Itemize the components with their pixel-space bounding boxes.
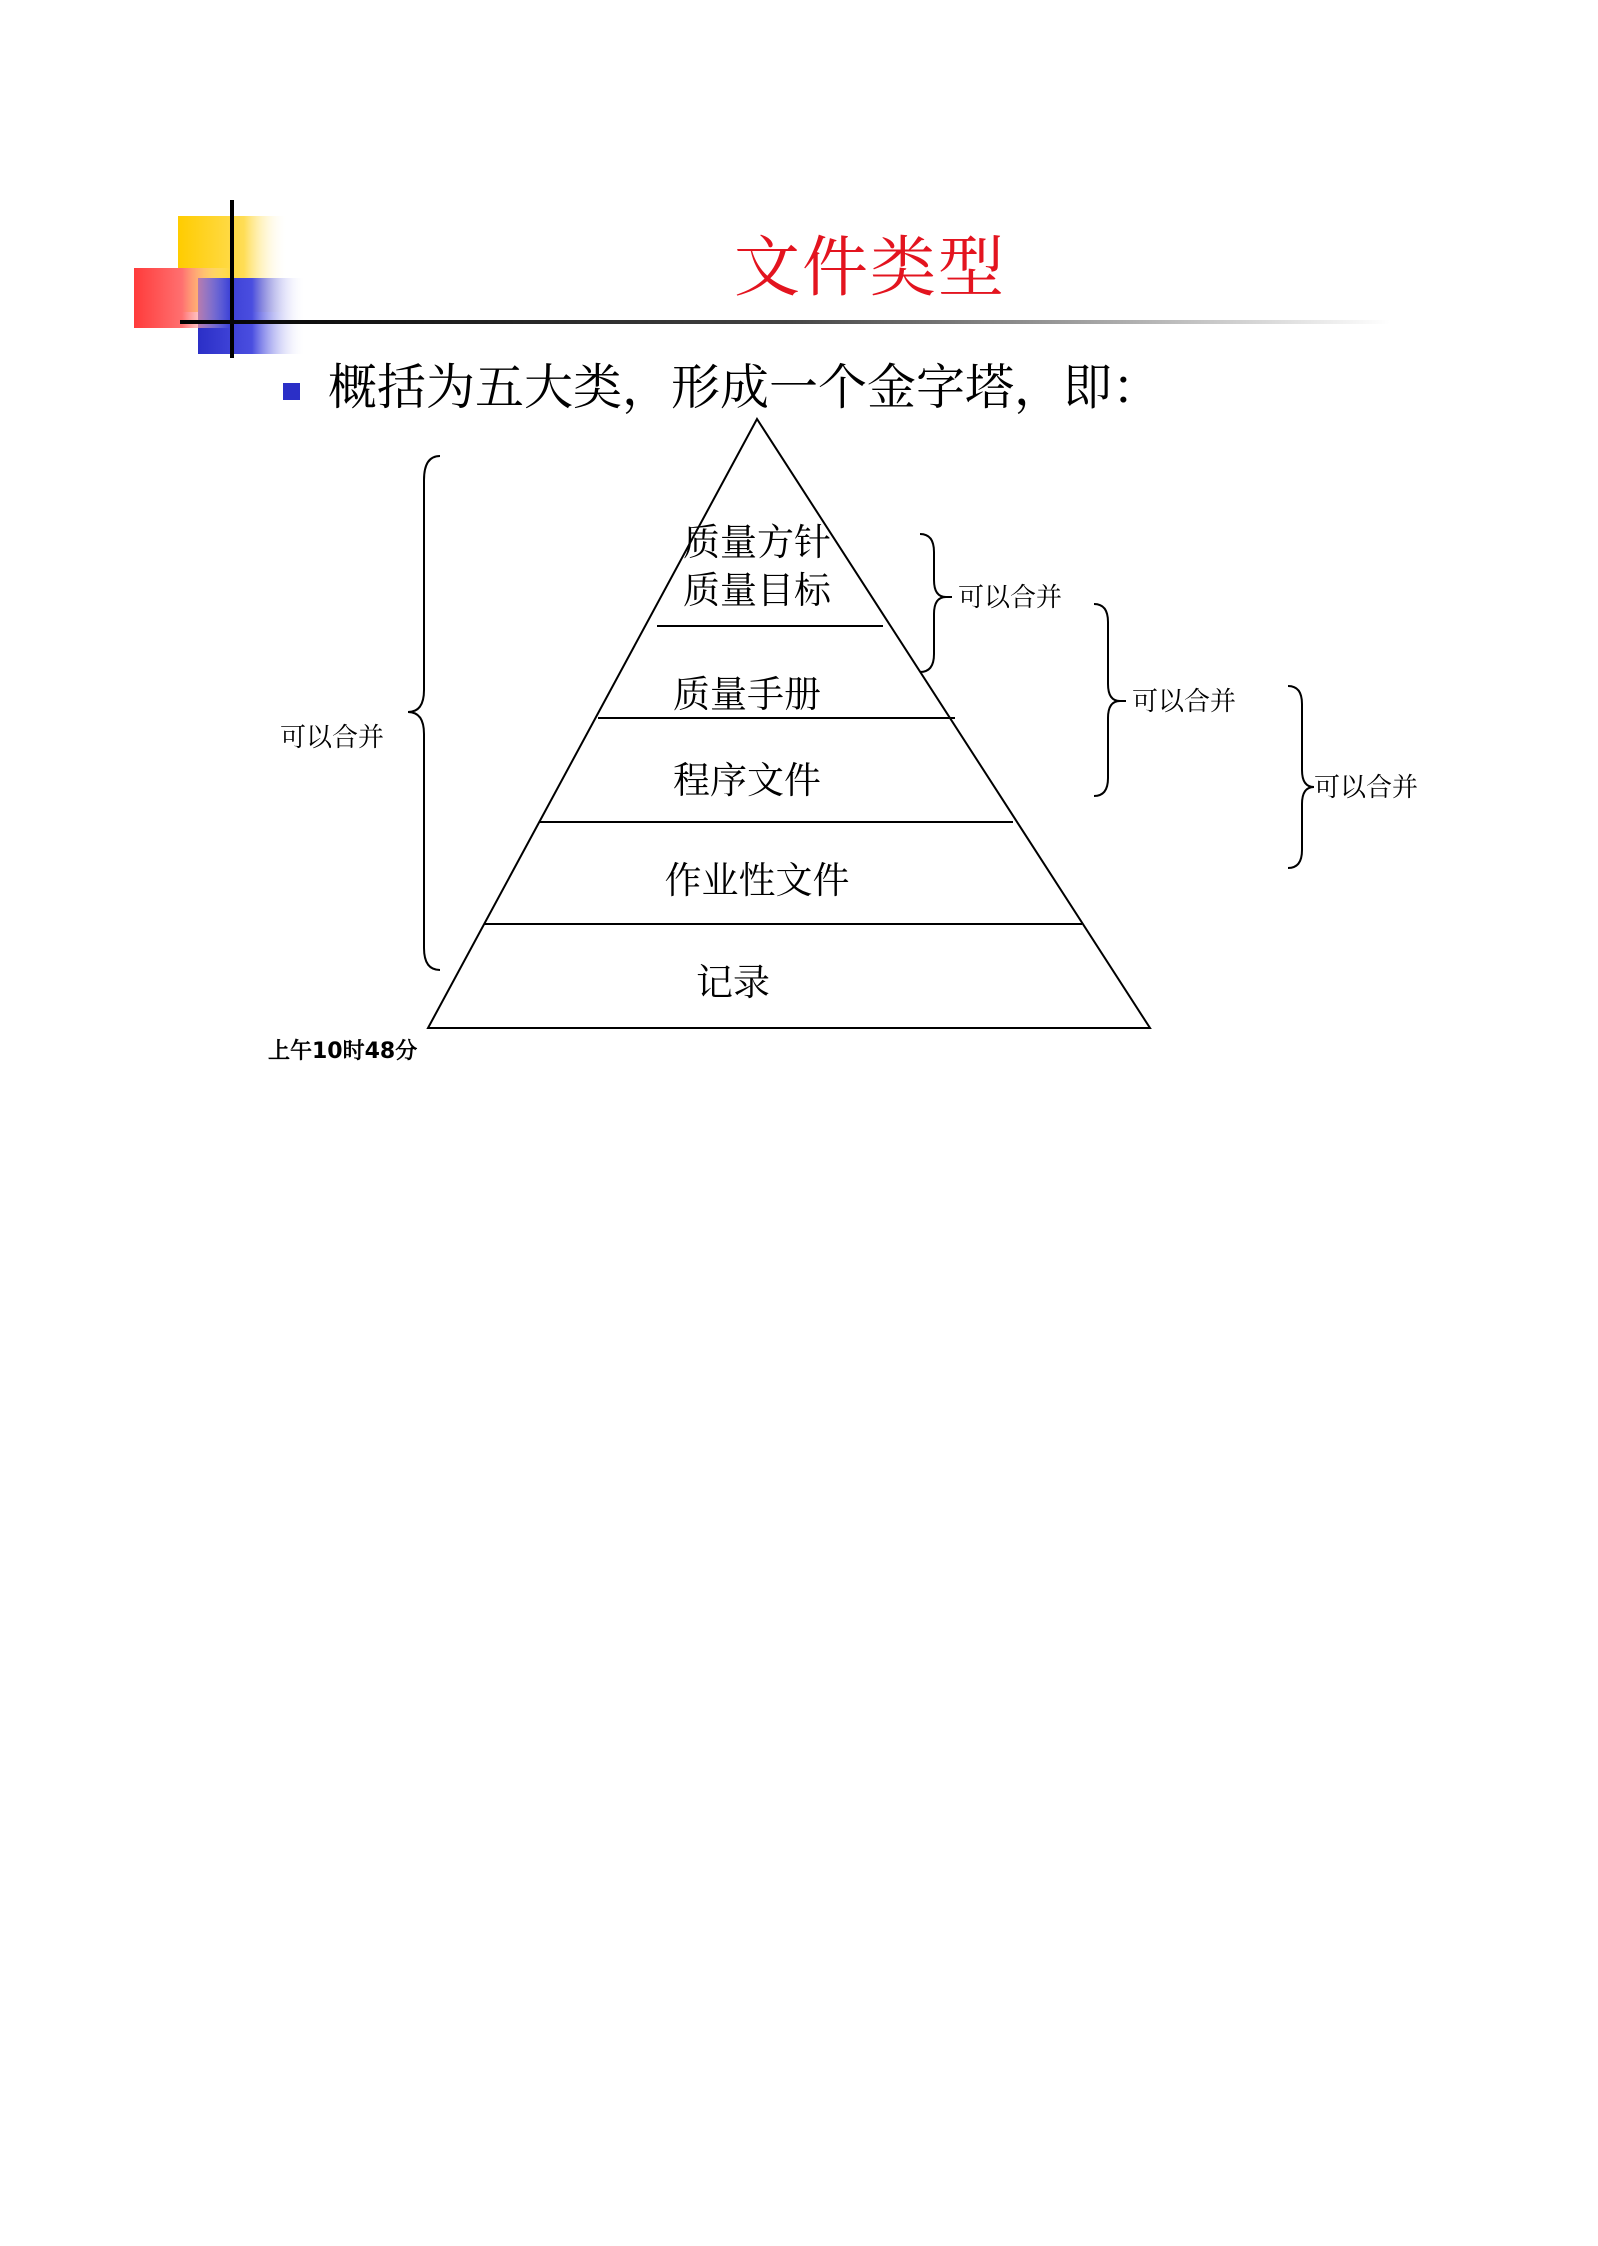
brace-note-2: 可以合并 [1132, 687, 1237, 717]
tier-label-work-instructions: 作业性文件 [664, 859, 850, 902]
right-brace-1 [920, 534, 946, 672]
tier-label-procedures: 程序文件 [673, 759, 821, 802]
pyramid-outline [428, 419, 1150, 1028]
left-brace [408, 456, 440, 970]
footer-time: 上午10时48分 [268, 1039, 418, 1064]
slide-title: 文件类型 [734, 229, 1006, 306]
slide-subtitle: 概括为五大类，形成一个金字塔，即： [328, 359, 1162, 416]
right-brace-2 [1094, 604, 1120, 796]
right-brace-3 [1288, 686, 1314, 868]
brace-note-1: 可以合并 [958, 583, 1063, 613]
left-brace-note: 可以合并 [280, 723, 385, 753]
tier-label-records: 记录 [696, 961, 770, 1004]
tier-label-manual: 质量手册 [673, 673, 821, 716]
brace-note-3: 可以合并 [1314, 773, 1419, 803]
tier-label-policy: 质量方针 [683, 521, 831, 564]
tier-label-objectives: 质量目标 [683, 569, 831, 612]
